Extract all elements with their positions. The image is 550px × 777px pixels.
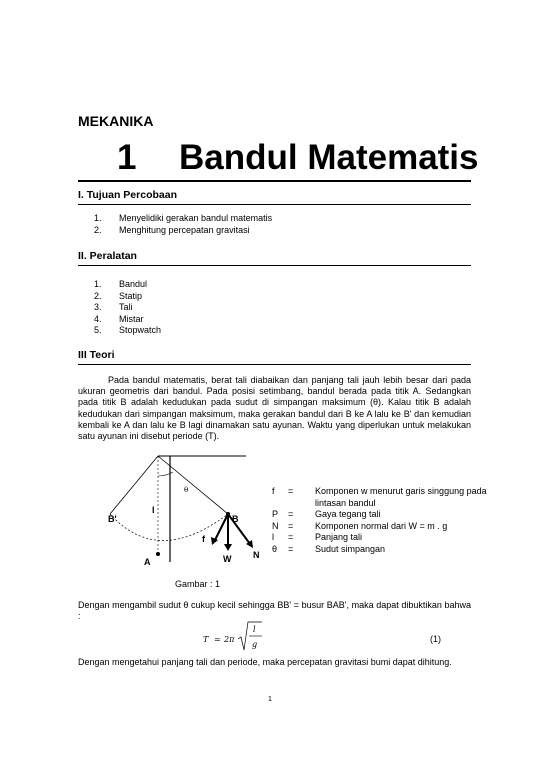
theta-arc bbox=[158, 472, 173, 476]
vector-f bbox=[215, 514, 228, 540]
bob-A bbox=[156, 552, 160, 556]
period-formula bbox=[200, 620, 280, 656]
closing-text: Dengan mengetahui panjang tali dan periode, maka percepatan gravitasi bumi dapat dihitung. bbox=[78, 657, 452, 667]
section-heading-tujuan: I. Tujuan Percobaan bbox=[78, 189, 177, 201]
chapter-label: MEKANIKA bbox=[78, 113, 154, 129]
formula-coef: 2π bbox=[224, 635, 235, 644]
legend-row: l = Panjang tali bbox=[272, 532, 363, 542]
section-heading-peralatan: II. Peralatan bbox=[78, 250, 137, 262]
formula-number: (1) bbox=[430, 634, 441, 644]
title-rule bbox=[78, 180, 471, 182]
teori-paragraph: Pada bandul matematis, berat tali diabaikan dan panjang tali jauh lebih besar dari pada ukuran geometris dari bandul. Pada posisi setimbang, bandul berada pada titik A. Sedangkan pada titik B adalah kedudukan pada sudut di simpangan maksimum (θ). Kalau titik B adalah kedudukan dari simpangan maksimum, maka gerakan bandul dari B ke A lalu ke B' dan kemudian kembali ke A dan lalu ke B lagi dinamakan satu ayunan. Waktu yang diperlukan untuk melakukan satu ayunan ini disebut periode (T). bbox=[78, 375, 471, 442]
legend-row: θ = Sudut simpangan bbox=[272, 543, 386, 554]
formula-lhs: T bbox=[203, 635, 209, 644]
chapter-title: Bandul Matematis bbox=[179, 138, 479, 177]
after-figure-text: Dengan mengambil sudut θ cukup kecil sehingga BB' = busur BAB', maka dapat dibuktikan bahwa : bbox=[78, 600, 471, 622]
figure-legend bbox=[272, 486, 495, 555]
arrow-W bbox=[224, 544, 232, 551]
formula-den: g bbox=[252, 640, 258, 649]
label-W: W bbox=[223, 554, 232, 564]
page-number: 1 bbox=[268, 696, 272, 703]
figure-caption: Gambar : 1 bbox=[175, 579, 221, 589]
label-f: f bbox=[202, 534, 205, 544]
chapter-number: 1 bbox=[117, 138, 137, 177]
peralatan-list bbox=[94, 279, 161, 337]
tujuan-list bbox=[94, 213, 272, 236]
string-right bbox=[158, 456, 228, 514]
pendulum-figure bbox=[100, 452, 270, 577]
formula-num: l bbox=[253, 625, 256, 634]
section-rule bbox=[78, 204, 471, 205]
label-A: A bbox=[144, 557, 151, 567]
list-item: 3. Tali bbox=[94, 302, 133, 312]
page-title bbox=[117, 138, 479, 178]
list-item: 1. Bandul bbox=[94, 279, 148, 289]
list-item: 2. Statip bbox=[94, 290, 143, 301]
legend-row: N = Komponen normal dari W = m . g bbox=[272, 520, 448, 531]
list-item: 1. Menyelidiki gerakan bandul matematis bbox=[94, 213, 273, 223]
section-rule bbox=[78, 265, 471, 266]
label-theta: θ bbox=[184, 486, 189, 494]
label-N: N bbox=[253, 550, 260, 560]
label-B-prime: B' bbox=[108, 514, 117, 524]
label-l: l bbox=[152, 505, 155, 515]
list-item: 4. Mistar bbox=[94, 313, 144, 324]
legend-row: f = Komponen w menurut garis singgung pada lintasan bandul bbox=[272, 486, 487, 508]
formula-eq: = bbox=[214, 635, 221, 644]
list-item: 2. Menghitung percepatan gravitasi bbox=[94, 224, 250, 235]
label-B: B bbox=[232, 514, 239, 524]
list-item: 5. Stopwatch bbox=[94, 325, 162, 335]
section-heading-teori: III Teori bbox=[78, 349, 115, 361]
legend-row: P = Gaya tegang tali bbox=[272, 509, 381, 519]
section-rule bbox=[78, 364, 471, 365]
swing-arc bbox=[110, 514, 228, 541]
string-left bbox=[110, 456, 158, 514]
